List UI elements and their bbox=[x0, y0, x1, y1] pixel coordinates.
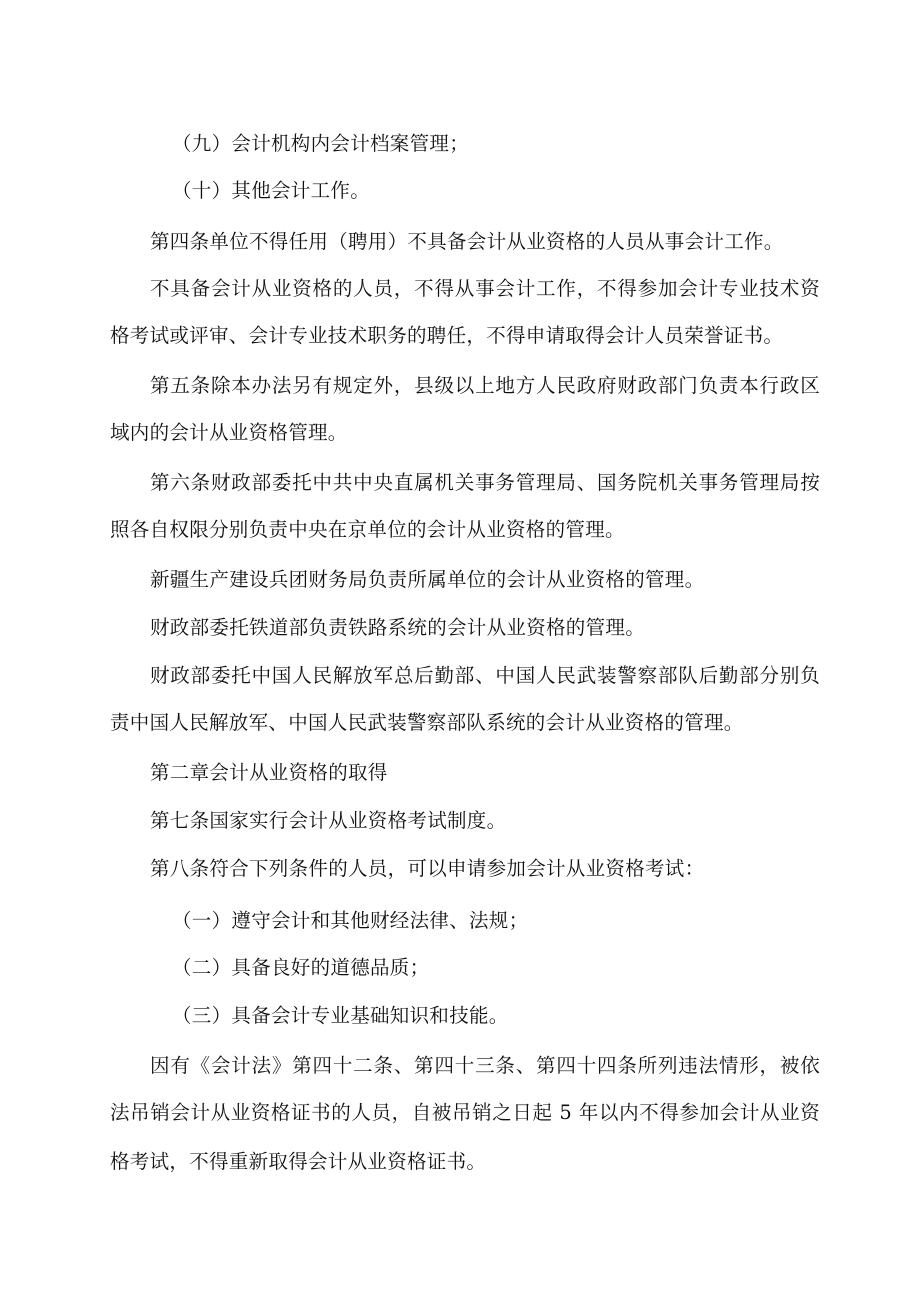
article-7: 第七条国家实行会计从业资格考试制度。 bbox=[150, 809, 507, 832]
list-item-9: （九）会计机构内会计档案管理； bbox=[172, 132, 470, 155]
paragraph-line: 法吊销会计从业资格证书的人员，自被吊销之日起 5 年以内不得参加会计从业资 bbox=[110, 1101, 820, 1124]
paragraph-line: 不具备会计从业资格的人员，不得从事会计工作，不得参加会计专业技术资 bbox=[150, 277, 820, 300]
paragraph-line: 照各自权限分别负责中央在京单位的会计从业资格的管理。 bbox=[110, 518, 625, 541]
paragraph-line: 因有《会计法》第四十二条、第四十三条、第四十四条所列违法情形，被依 bbox=[150, 1054, 820, 1077]
paragraph-line: 新疆生产建设兵团财务局负责所属单位的会计从业资格的管理。 bbox=[150, 568, 705, 591]
paragraph-line: 格考试或评审、会计专业技术职务的聘任，不得申请取得会计人员荣誉证书。 bbox=[110, 324, 784, 347]
article-4: 第四条单位不得任用（聘用）不具备会计从业资格的人员从事会计工作。 bbox=[150, 230, 784, 253]
paragraph-line: 域内的会计从业资格管理。 bbox=[110, 421, 348, 444]
article-6: 第六条财政部委托中共中央直属机关事务管理局、国务院机关事务管理局按 bbox=[150, 471, 820, 494]
article-8: 第八条符合下列条件的人员，可以申请参加会计从业资格考试： bbox=[150, 857, 705, 880]
paragraph-line: 财政部委托铁道部负责铁路系统的会计从业资格的管理。 bbox=[150, 616, 646, 639]
paragraph-line: 格考试，不得重新取得会计从业资格证书。 bbox=[110, 1150, 487, 1173]
list-item-10: （十）其他会计工作。 bbox=[172, 179, 371, 202]
list-item-3: （三）具备会计专业基础知识和技能。 bbox=[172, 1004, 509, 1027]
chapter-heading: 第二章会计从业资格的取得 bbox=[150, 761, 388, 784]
paragraph-line: 财政部委托中国人民解放军总后勤部、中国人民武装警察部队后勤部分别负 bbox=[150, 664, 820, 687]
article-5: 第五条除本办法另有规定外，县级以上地方人民政府财政部门负责本行政区 bbox=[150, 374, 820, 397]
list-item-2: （二）具备良好的道德品质； bbox=[172, 956, 430, 979]
paragraph-line: 责中国人民解放军、中国人民武装警察部队系统的会计从业资格的管理。 bbox=[110, 711, 744, 734]
list-item-1: （一）遵守会计和其他财经法律、法规； bbox=[172, 909, 529, 932]
